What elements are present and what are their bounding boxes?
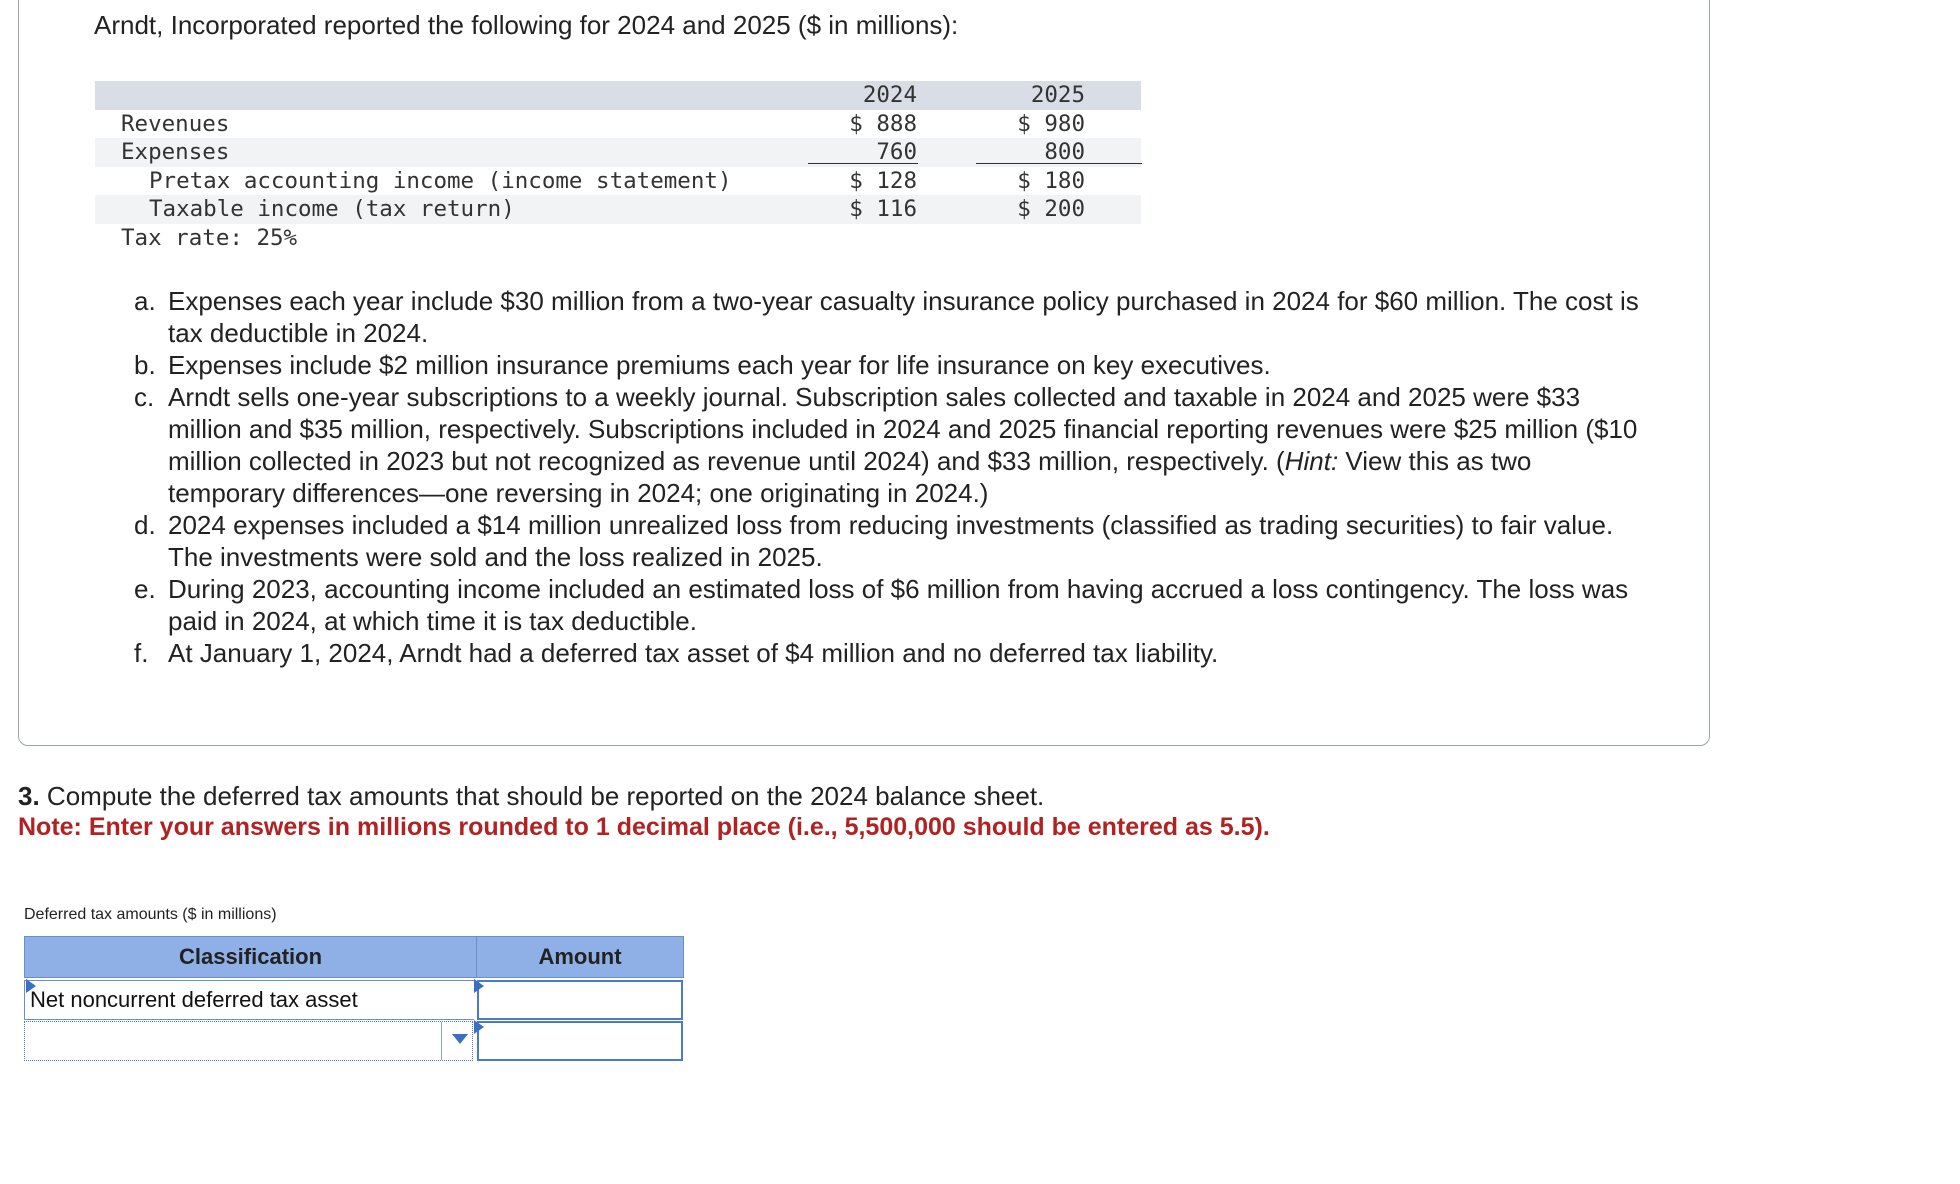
row-label: Taxable income (tax return) xyxy=(149,196,515,223)
value-2024: $ 888 xyxy=(849,110,917,137)
sum-line-2025 xyxy=(976,163,1142,164)
problem-intro: Arndt, Incorporated reported the following for 2024 and 2025 ($ in millions): xyxy=(94,10,959,40)
value-2025: $ 180 xyxy=(1017,167,1085,194)
financial-data-table xyxy=(95,81,1141,253)
answer-table-col-headers xyxy=(24,936,684,978)
col-header-classification: Classification xyxy=(24,936,477,978)
note-text: During 2023, accounting income included an estimated loss of $6 million from having accrued a loss contingency. The loss was paid in 2024, at which time it is tax deductible. xyxy=(168,574,1629,636)
answer-table-title: Deferred tax amounts ($ in millions) xyxy=(24,906,277,923)
value-2025: $ 200 xyxy=(1017,196,1085,223)
value-2024: 760 xyxy=(876,139,917,166)
table-row-taxable-income xyxy=(95,195,1141,224)
note-text: Arndt sells one-year subscriptions to a weekly journal. Subscription sales collected and taxable in 2024 and 2025 were $33 million and $35 million, respectively. Subscriptions included in 2024 and 2025 financial reporting revenues were $25 million ($10 million collected in 2023 but not recognized as revenue until 2024) and $33 million, respectively. ( xyxy=(168,382,1638,476)
col-header-amount: Amount xyxy=(476,936,684,978)
question-text: Compute the deferred tax amounts that should be reported on the 2024 balance sheet. xyxy=(46,781,1045,811)
note-text: 2024 expenses included a $14 million unrealized loss from reducing investments (classified as trading securities) to fair value. The investments were sold and the loss realized in 2025. xyxy=(168,510,1614,572)
note-text-hint: View this as two temporary differences—one reversing in 2024; one originating in 2024.) xyxy=(168,446,1532,508)
note-text: At January 1, 2024, Arndt had a deferred tax asset of $4 million and no deferred tax liability. xyxy=(168,638,1219,668)
table-header-row xyxy=(95,81,1141,110)
answer-flag-icon xyxy=(26,979,36,993)
chevron-down-icon[interactable] xyxy=(452,1034,468,1044)
note-item-f xyxy=(134,637,1644,669)
note-item-b xyxy=(134,349,1644,381)
table-row-pretax-income xyxy=(95,167,1141,196)
row-label: Expenses xyxy=(121,139,230,166)
col-header-2025: 2025 xyxy=(1030,82,1085,108)
rounding-note: Note: Enter your answers in millions rounded to 1 decimal place (i.e., 5,500,000 should be entered as 5.5). xyxy=(18,813,1270,841)
row-label: Revenues xyxy=(121,110,230,137)
note-marker: a. xyxy=(134,286,156,316)
col-header-2024: 2024 xyxy=(862,82,917,108)
classification-cell: Net noncurrent deferred tax asset xyxy=(24,980,474,1020)
row-label: Pretax accounting income (income statement) xyxy=(149,167,732,194)
answer-row-1 xyxy=(24,980,684,1022)
amount-input-row-2[interactable] xyxy=(477,1021,683,1061)
note-item-d xyxy=(134,509,1644,573)
value-2024: $ 116 xyxy=(849,196,917,223)
answer-row-2 xyxy=(24,1021,684,1063)
value-2024: $ 128 xyxy=(849,167,917,194)
note-text: Expenses include $2 million insurance premiums each year for life insurance on key executives. xyxy=(168,350,1271,380)
note-text: Expenses each year include $30 million from a two-year casualty insurance policy purchased in 2024 for $60 million. The cost is tax deductible in 2024. xyxy=(168,286,1639,348)
note-marker: f. xyxy=(134,638,149,668)
note-item-c xyxy=(134,381,1644,509)
value-2025: $ 980 xyxy=(1017,110,1085,137)
note-item-e xyxy=(134,573,1644,637)
note-marker: d. xyxy=(134,510,156,540)
answer-flag-icon xyxy=(474,979,484,993)
note-marker: e. xyxy=(134,574,156,604)
dropdown-divider xyxy=(441,1022,442,1060)
sum-line-2024 xyxy=(808,163,918,164)
note-item-a xyxy=(134,285,1644,349)
table-row-revenues xyxy=(95,110,1141,139)
problem-notes-list xyxy=(134,285,1644,669)
classification-dropdown[interactable] xyxy=(24,1021,473,1061)
hint-label: Hint: xyxy=(1284,446,1339,476)
note-marker: b. xyxy=(134,350,156,380)
answer-flag-icon xyxy=(474,1020,484,1034)
tax-rate-label: Tax rate: 25% xyxy=(121,224,298,251)
table-row-tax-rate xyxy=(95,224,1141,253)
note-marker: c. xyxy=(134,382,155,412)
question-prompt xyxy=(18,781,1044,812)
value-2025: 800 xyxy=(1044,139,1085,166)
amount-input-net-noncurrent-dta[interactable] xyxy=(477,980,683,1020)
question-number: 3. xyxy=(18,781,40,811)
